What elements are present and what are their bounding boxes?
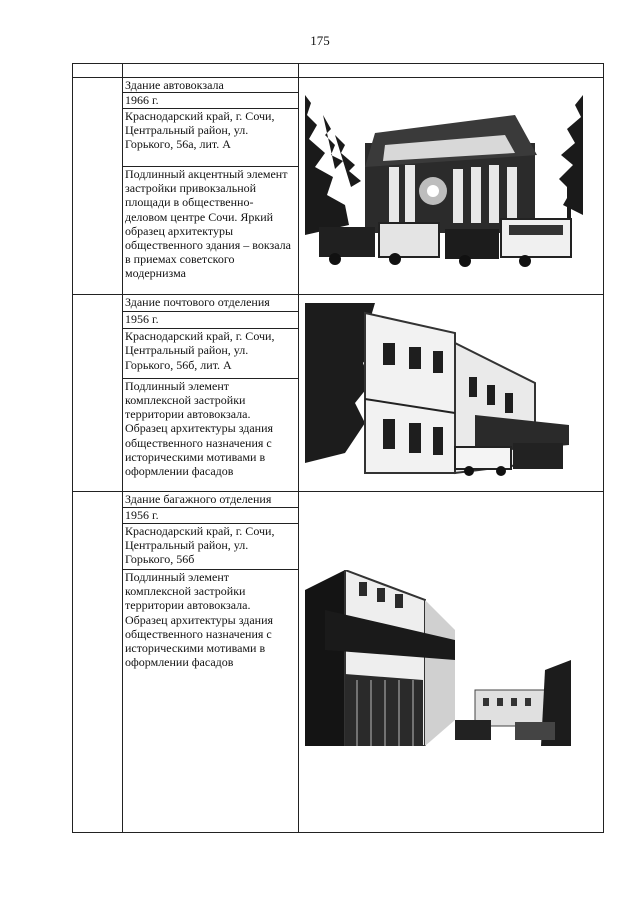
bus-station-photo [305,95,583,275]
object-year: 1956 г. [123,507,299,523]
object-name: Здание багажного отделения [123,492,299,508]
object-description: Подлинный элемент комплексной застройки территории автовокзала. Образец архитектуры здания общественного назначения с историческими мотивами в оформлении фасадов [123,569,299,832]
row-number-cell [73,78,123,295]
row-number-cell [73,492,123,833]
table-row [73,295,604,312]
table-row [73,492,604,508]
object-name: Здание автовокзала [123,78,299,93]
monuments-table [72,63,604,833]
object-year: 1956 г. [123,312,299,329]
table-header-row [73,64,604,78]
object-description: Подлинный элемент комплексной застройки территории автовокзала. Образец архитектуры здания общественного назначения с историческими мотивами в оформлении фасадов [123,378,299,491]
station-building [365,115,537,233]
header-cell-photo [299,64,604,78]
object-description: Подлинный акцентный элемент застройки привокзальной площади в общественно- деловом центре Сочи. Яркий образец архитектуры общественного здания – вокзала в приемах советского модернизма [123,167,299,295]
row-number-cell [73,295,123,492]
object-address: Краснодарский край, г. Сочи, Центральный район, ул. Горького, 56б, лит. А [123,329,299,379]
photo-cell [299,295,604,492]
page-number: 175 [310,33,330,48]
baggage-office-photo [305,570,571,746]
object-name: Здание почтового отделения [123,295,299,312]
header-cell-info [123,64,299,78]
photo-cell [299,78,604,295]
object-year: 1966 г. [123,93,299,108]
object-address: Краснодарский край, г. Сочи, Центральный район, ул. Горького, 56а, лит. А [123,108,299,166]
header-cell-number [73,64,123,78]
post-office-photo [305,303,575,481]
table-row [73,78,604,93]
object-address: Краснодарский край, г. Сочи, Центральный район, ул. Горького, 56б [123,523,299,569]
photo-cell [299,492,604,833]
